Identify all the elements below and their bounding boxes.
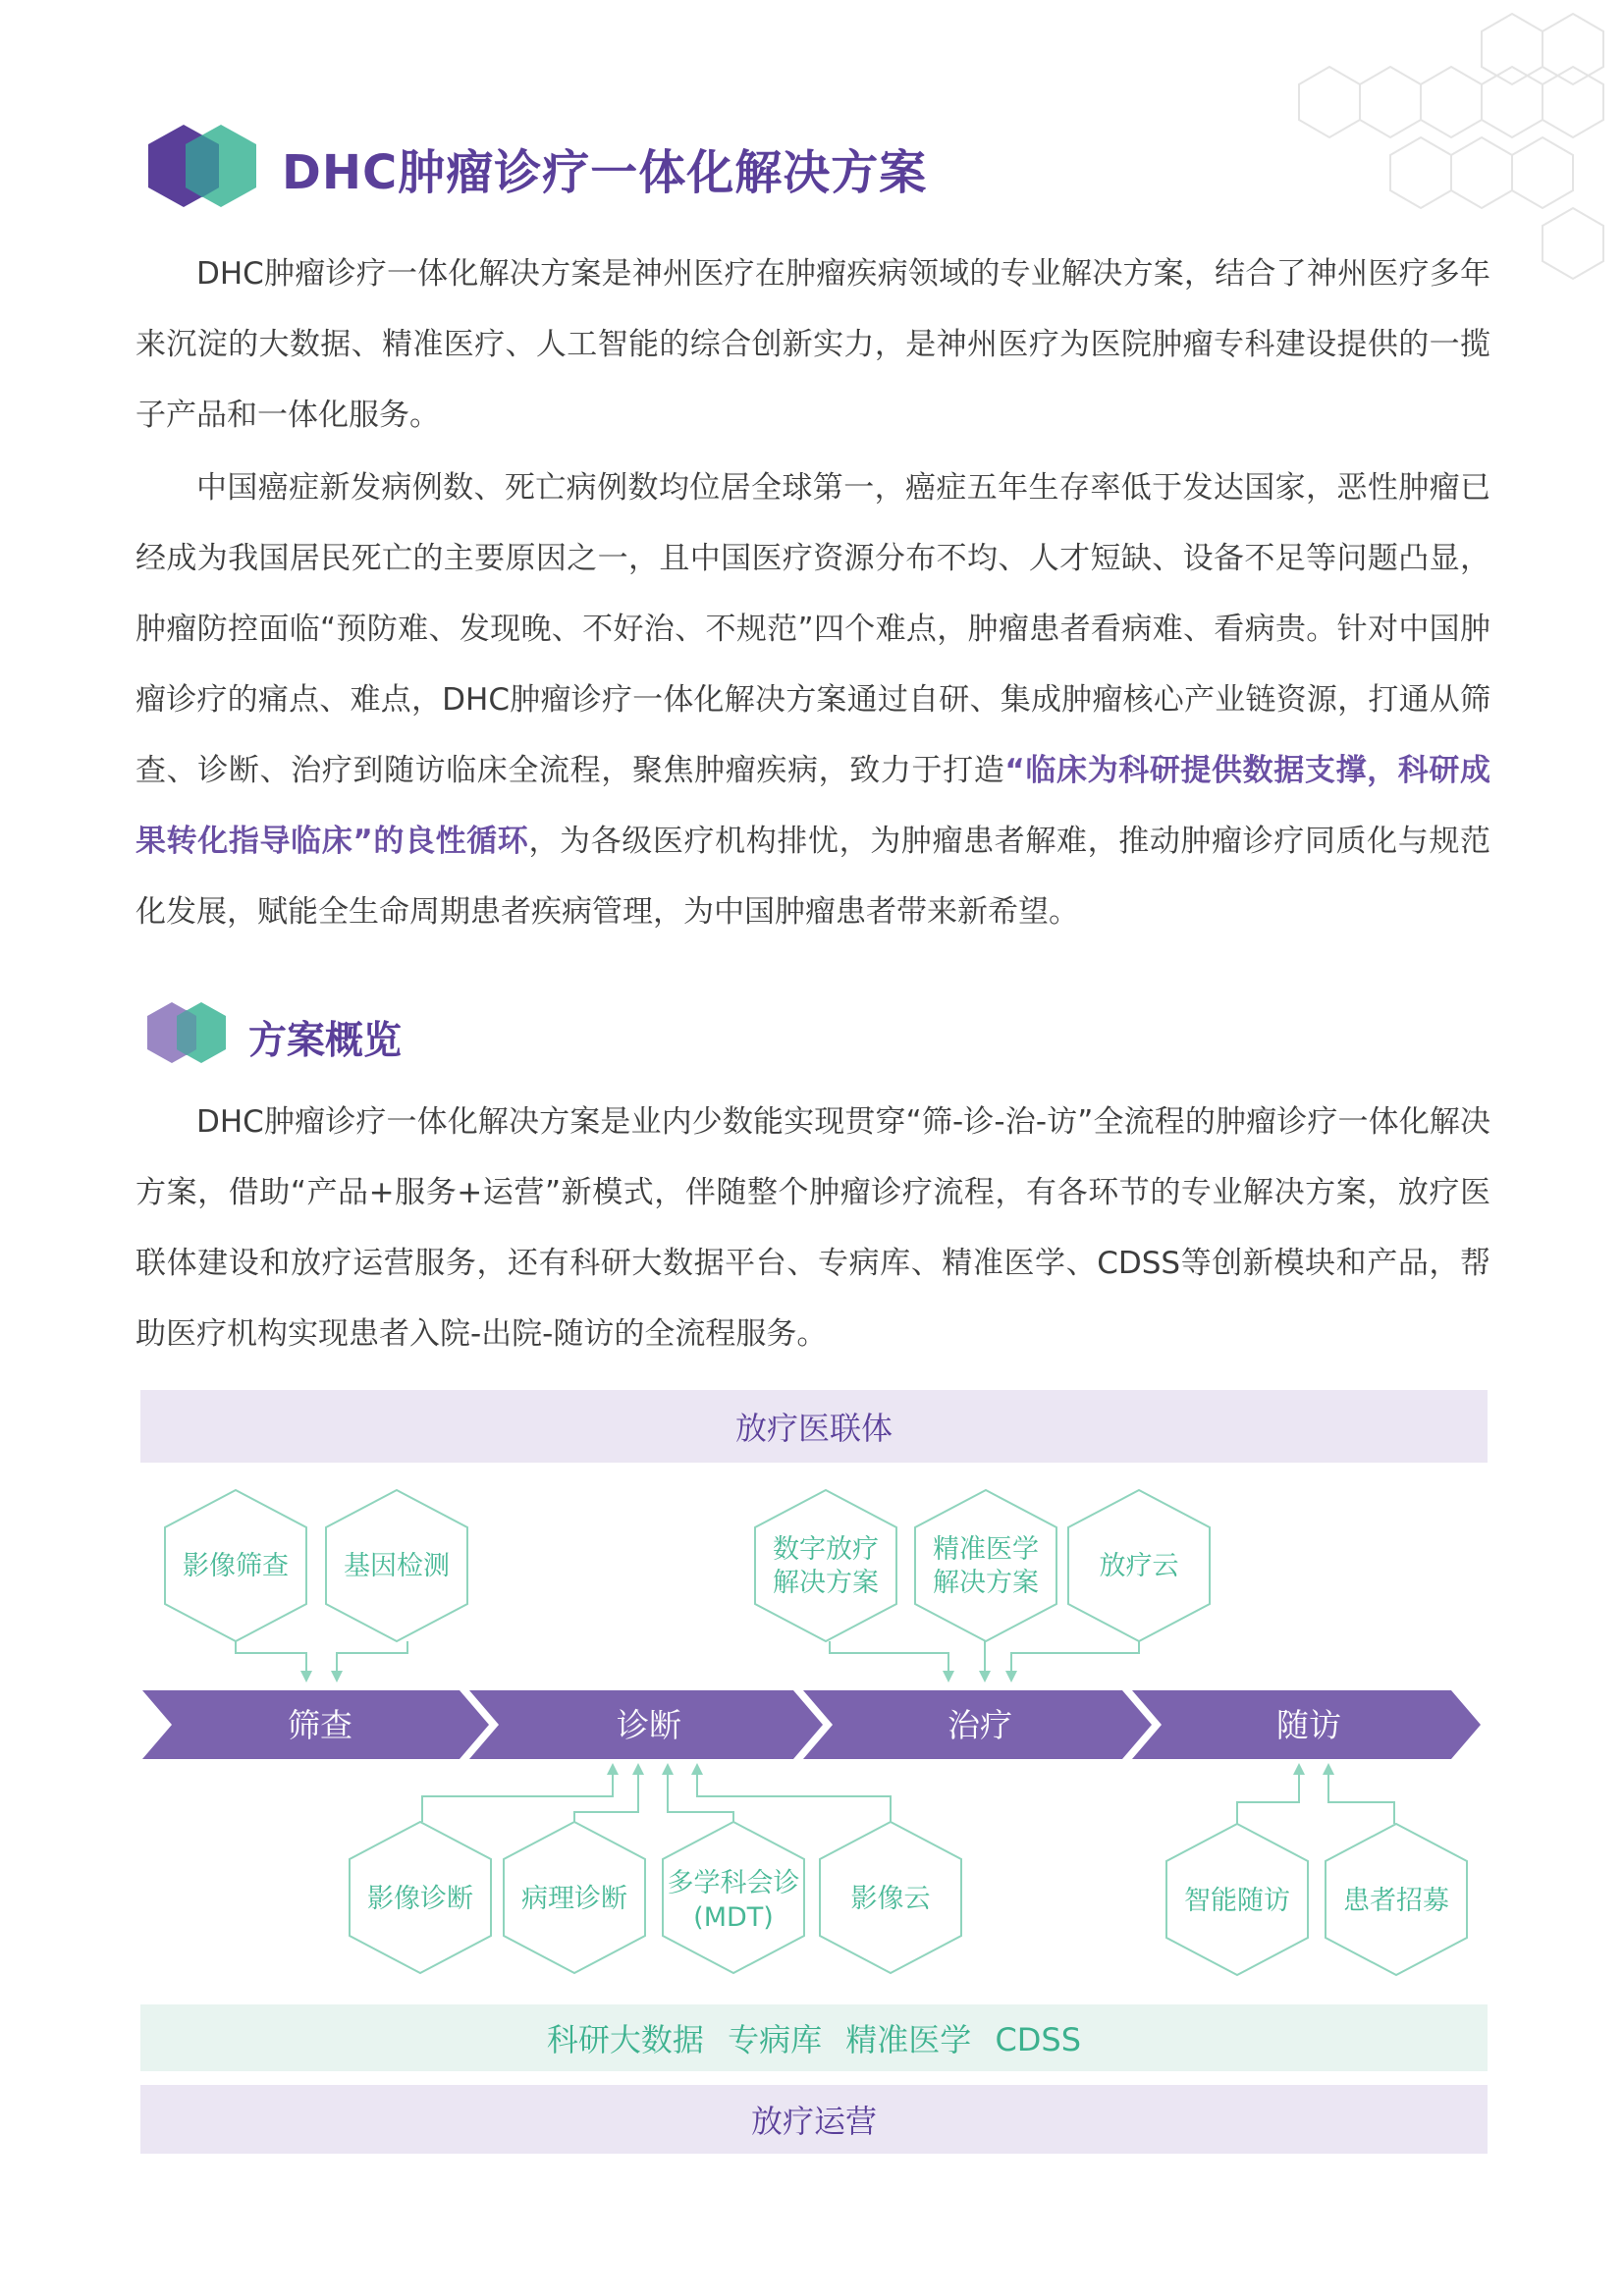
highlight-text: “临床为科研提供数据支撑，科研成果转化指导临床”的良性循环 (135, 753, 1491, 859)
stage-label-treatment: 治疗 (947, 1706, 1012, 1744)
band-radiotherapy-operation: 放疗运营 (140, 2085, 1488, 2154)
hex-label: 影像诊断 (367, 1884, 473, 1914)
top-arrowheads (300, 1671, 1017, 1682)
section-title: 方案概览 (248, 1019, 403, 1063)
hex-label: 解决方案 (773, 1568, 879, 1598)
hex-label: (MDT) (693, 1902, 774, 1933)
hex-label: 解决方案 (933, 1568, 1039, 1598)
top-connectors (236, 1641, 1139, 1671)
hex-label: 影像云 (850, 1884, 931, 1914)
hex-label: 智能随访 (1184, 1886, 1290, 1916)
band-research-modules: 科研大数据 专病库 精准医学 CDSS (140, 2004, 1488, 2071)
hex-label: 患者招募 (1343, 1886, 1449, 1916)
hex-label: 放疗云 (1099, 1551, 1179, 1581)
stage-label-screening: 筛查 (288, 1706, 352, 1744)
hex-digital-radiotherapy (755, 1490, 896, 1641)
bottom-arrowheads (607, 1763, 1334, 1775)
hex-label: 基因检测 (344, 1551, 450, 1581)
hex-label: 精准医学 (933, 1534, 1039, 1565)
band-radiotherapy-alliance: 放疗医联体 (140, 1390, 1488, 1463)
intro-paragraph-2-text: 中国癌症新发病例数、死亡病例数均位居全球第一，癌症五年生存率低于发达国家，恶性肿瘤已经成为我国居民死亡的主要原因之一，且中国医疗资源分布不均、人才短缺、设备不足等问题凸显，肿瘤防控面临“预防难、发现晚、不好治、不规范”四个难点，肿瘤患者看病难、看病贵。针对中国肿瘤诊疗的痛点、难点，DHC肿瘤诊疗一体化解决方案通过自研、集成肿瘤核心产业链资源，打通从筛查、诊断、治疗到随访临床全流程，聚焦肿瘤疾病，致力于打造 (135, 470, 1490, 788)
hex-label: 病理诊断 (521, 1884, 627, 1914)
intro-paragraph-2-tail: ，为各级医疗机构排忧，为肿瘤患者解难，推动肿瘤诊疗同质化与规范化发展，赋能全生命周期患者疾病管理，为中国肿瘤患者带来新希望。 (135, 824, 1491, 930)
bottom-connectors (422, 1775, 1394, 1824)
stage-label-diagnosis: 诊断 (617, 1706, 681, 1744)
hex-precision-medicine (915, 1490, 1056, 1641)
stage-label-followup: 随访 (1276, 1706, 1341, 1744)
hex-label: 数字放疗 (773, 1534, 879, 1565)
hex-label: 多学科会诊 (667, 1868, 800, 1898)
overview-paragraph: DHC肿瘤诊疗一体化解决方案是业内少数能实现贯穿“筛-诊-治-访”全流程的肿瘤诊疗一体化解决方案，借助“产品+服务+运营”新模式，伴随整个肿瘤诊疗流程，有各环节的专业解决方案，放疗医联体建设和放疗运营服务，还有科研大数据平台、专病库、精准医学、CDSS等创新模块和产品，帮助医疗机构实现患者入院-出院-随访的全流程服务。 (135, 1104, 1490, 1352)
hex-label: 影像筛查 (183, 1551, 289, 1581)
intro-paragraph-1: DHC肿瘤诊疗一体化解决方案是神州医疗在肿瘤疾病领域的专业解决方案，结合了神州医疗多年来沉淀的大数据、精准医疗、人工智能的综合创新实力，是神州医疗为医院肿瘤专科建设提供的一揽子产品和一体化服务。 (135, 256, 1490, 433)
page-title: DHC肿瘤诊疗一体化解决方案 (282, 145, 928, 200)
